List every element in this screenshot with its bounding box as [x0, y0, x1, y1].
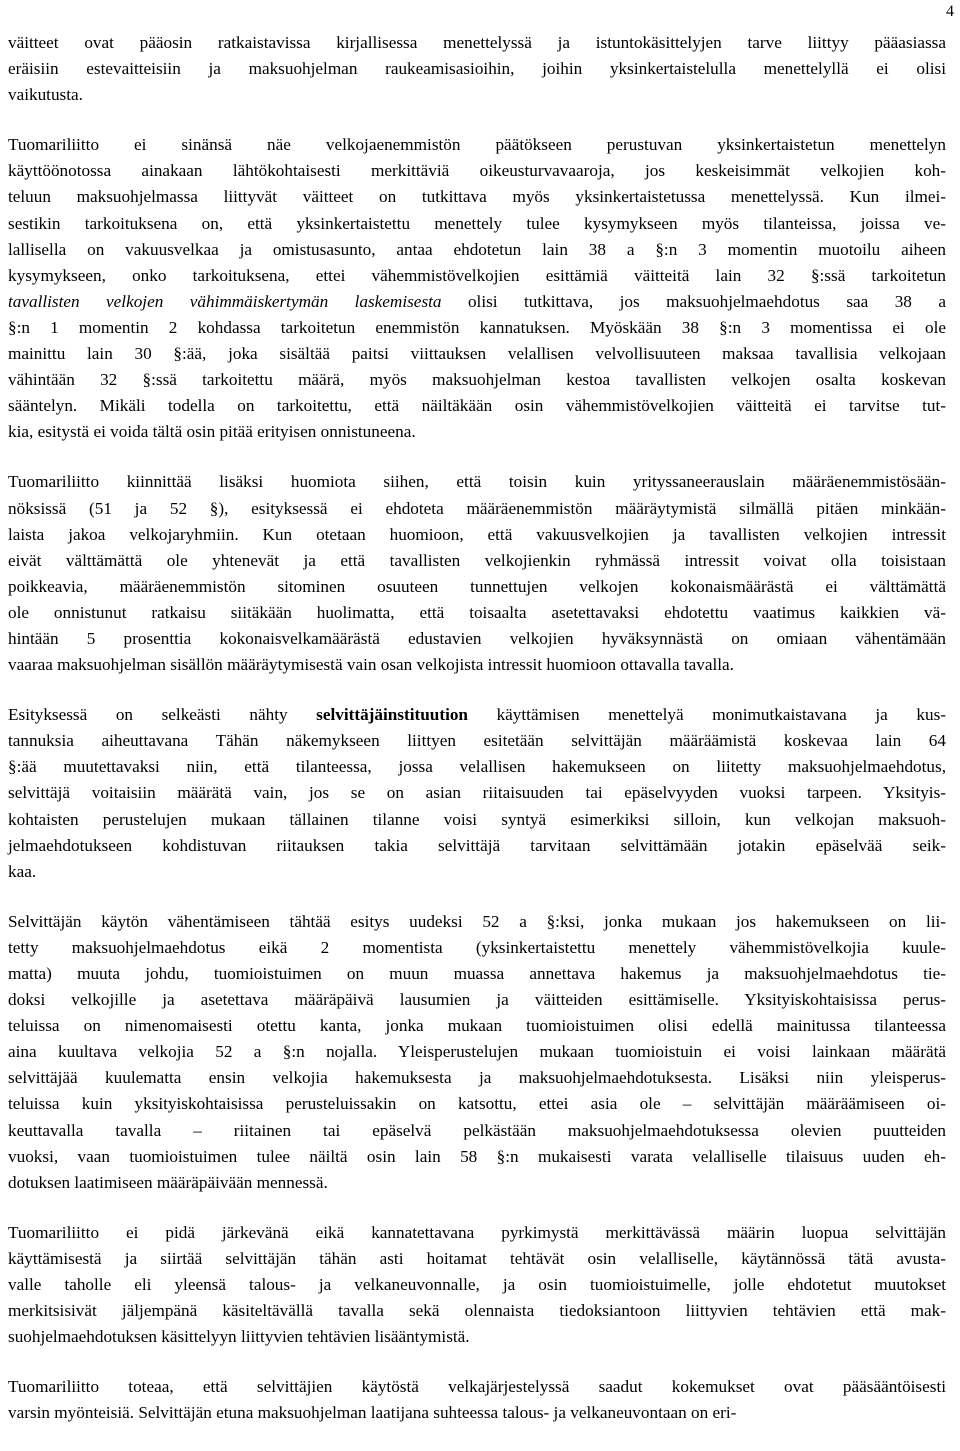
text-line	[8, 1220, 946, 1246]
text-line	[8, 1400, 946, 1426]
text-line	[8, 158, 946, 184]
text-segment: tannuksia aiheuttavana Tähän näkemykseen liittyen esitetään selvittäjän määräämistä koskevaa lain 64	[8, 731, 946, 751]
text-line	[8, 1170, 946, 1196]
text-line	[8, 469, 946, 495]
text-line	[8, 315, 946, 341]
text-segment: eivät välttämättä ole yhtenevät ja että tavallisten velkojienkin ryhmässä intressit voivat olla toisistaan	[8, 550, 946, 570]
text-segment: §:ää muutettavaksi niin, että tilanteessa, jossa velallisen hakemukseen on liitetty maksuohjelmaehdotus,	[8, 757, 946, 777]
text-line	[8, 833, 946, 859]
text-segment: Tuomariliitto toteaa, että selvittäjien käytöstä velkajärjestelyssä saadut kokemukset ovat pääsääntöisesti	[8, 1377, 946, 1397]
text-segment: varsin myönteisiä. Selvittäjän etuna maksuohjelman laatijana suhteessa talous- ja velkaneuvontaan on eri-	[8, 1403, 737, 1423]
text-segment: jelmaehdotukseen kohdistuvan riitauksen takia selvittäjä tarvitaan selvittämään jotakin epäselvää seik-	[8, 835, 946, 855]
text-segment: käyttöönotossa ainakaan lähtökohtaisesti merkittäviä oikeusturvavaaroja, jos keskeisimmät velkojien koh-	[8, 161, 946, 181]
text-line	[8, 1272, 946, 1298]
paragraph	[8, 132, 946, 445]
text-segment: käyttämisestä ja siirtää selvittäjän tähän asti hoitamat tehtävät osin velalliselle, käytännössä tätä avusta-	[8, 1248, 946, 1268]
text-line	[8, 652, 946, 678]
text-segment: kohtaisten perustelujen mukaan tällainen tilanne voisi syntyä esimerkiksi silloin, kun velkojan maksuoh-	[8, 809, 946, 829]
text-segment: tetty maksuohjelmaehdotus eikä 2 momentista (yksinkertaistettu menettely vähemmistövelkojia kuule-	[8, 937, 946, 957]
text-segment: doksi velkojille ja asetettava määräpäivä lausumien ja väitteiden esittämiselle. Yksityiskohtaisissa perus-	[8, 990, 946, 1010]
text-segment: selvittäjä voitaisiin määrätä vain, jos se on asian riitaisuuden tai epäselvyyden vuoksi tarpeen. Yksityis-	[8, 783, 946, 803]
text-segment: Tuomariliitto kiinnittää lisäksi huomiota siihen, että toisin kuin yrityssaneerauslain määräenemmistösään-	[8, 472, 946, 492]
text-segment: väitteet ovat pääosin ratkaistavissa kirjallisessa menettelyssä ja istuntokäsittelyjen tarve liittyy pääasiassa	[8, 33, 946, 52]
text-line	[8, 728, 946, 754]
text-line	[8, 496, 946, 522]
text-segment: käyttämisen menettelyä monimutkaistavana ja kus-	[468, 705, 946, 725]
text-segment: teluun maksuohjelmassa liittyvät väitteet on tutkittava myös yksinkertaistetussa menettelyssä. Kun ilmei-	[8, 187, 946, 207]
paragraph	[8, 909, 946, 1196]
italic-text: tavallisten velkojen vähimmäiskertymän laskemisesta	[8, 291, 442, 311]
text-segment: kia, esitystä ei voida tältä osin pitää erityisen onnistuneena.	[8, 422, 416, 442]
paragraph	[8, 1374, 946, 1426]
text-line	[8, 1324, 946, 1350]
text-line	[8, 56, 946, 82]
text-line	[8, 1065, 946, 1091]
text-line	[8, 1013, 946, 1039]
bold-text: selvittäjäinstituution	[316, 705, 468, 725]
text-segment: lallisella on vakuusvelkaa ja omistusasunto, antaa ehdotetun lain 38 a §:n 3 momentin muotoilu aiheen	[8, 239, 946, 259]
text-line	[8, 393, 946, 419]
text-line	[8, 935, 946, 961]
text-segment: sestikin tarkoituksena on, että yksinkertaistettu menettely tulee kysymykseen myös tilanteissa, joissa ve-	[8, 213, 946, 233]
text-line	[8, 289, 946, 315]
page-number: 4	[946, 3, 954, 20]
text-segment: hintään 5 prosenttia kokonaisvelkamäärästä edustavien velkojien hyväksynnästä on omiaan vähentämään	[8, 628, 946, 648]
text-line	[8, 341, 946, 367]
document-body	[8, 30, 946, 1451]
text-segment: nöksissä (51 ja 52 §), esityksessä ei ehdoteta määräenemmistön määräytymistä silmällä pitäen minkään-	[8, 498, 946, 518]
text-line	[8, 987, 946, 1013]
text-line	[8, 548, 946, 574]
text-segment: Tuomariliitto ei sinänsä näe velkojaenemmistön päätökseen perustuvan yksinkertaistetun menettelyn	[8, 135, 946, 155]
text-line	[8, 909, 946, 935]
text-line	[8, 702, 946, 728]
text-line	[8, 211, 946, 237]
text-line	[8, 859, 946, 885]
text-segment: kysymykseen, onko tarkoituksena, ettei vähemmistövelkojien esittämiä väitteitä lain 32 §:ssä tarkoitetun	[8, 265, 946, 285]
text-segment: dotuksen laatimiseen määräpäivään mennessä.	[8, 1172, 328, 1192]
paragraph	[8, 469, 946, 678]
text-line	[8, 419, 946, 445]
text-line	[8, 961, 946, 987]
text-segment: matta) muuta johdu, tuomioistuimen on muun muassa annettava hakemus ja maksuohjelmaehdotus tie-	[8, 964, 946, 983]
text-line	[8, 1246, 946, 1272]
text-line	[8, 780, 946, 806]
text-line	[8, 1039, 946, 1065]
text-line	[8, 807, 946, 833]
paragraph	[8, 30, 946, 108]
text-line	[8, 1091, 946, 1117]
text-segment: Esityksessä on selkeästi nähty	[8, 705, 317, 725]
text-line	[8, 600, 946, 626]
text-segment: vaikutusta.	[8, 85, 83, 105]
text-segment: sääntelyn. Mikäli todella on tarkoitettu, että näiltäkään osin vähemmistövelkojien väitteitä ei tarvitse tut-	[8, 396, 946, 416]
text-segment: merkitsisivät jäljempänä käsiteltävällä tavalla sekä olennaista tiedoksiantoon liittyvien tehtävien että mak-	[8, 1301, 946, 1321]
text-segment: teluissa kuin yksityiskohtaisissa perusteluissakin on katsottu, ettei asia ole – selvittäjän määräämiseen oi-	[8, 1094, 946, 1114]
text-segment: poikkeavia, määräenemmistön sitominen osuuteen tunnettujen velkojen kokonaismäärästä ei välttämättä	[8, 576, 946, 596]
text-line	[8, 1144, 946, 1170]
text-line	[8, 626, 946, 652]
text-segment: teluissa on nimenomaisesti otettu kanta, jonka mukaan tuomioistuimen olisi edellä mainitussa tilanteessa	[8, 1016, 946, 1036]
text-line	[8, 367, 946, 393]
text-segment: aina kuultava velkojia 52 a §:n nojalla. Yleisperustelujen mukaan tuomioistuin ei voisi lainkaan määrätä	[8, 1042, 946, 1062]
text-line	[8, 237, 946, 263]
text-segment: Selvittäjän käytön vähentämiseen tähtää esitys uudeksi 52 a §:ksi, jonka mukaan jos hakemukseen on lii-	[8, 911, 946, 931]
text-segment: §:n 1 momentin 2 kohdassa tarkoitetun enemmistön kannatuksen. Myöskään 38 §:n 3 momentissa ei ole	[8, 317, 946, 337]
text-segment: kaa.	[8, 861, 37, 881]
text-line	[8, 1374, 946, 1400]
text-line	[8, 82, 946, 108]
text-line	[8, 132, 946, 158]
text-line	[8, 1298, 946, 1324]
text-line	[8, 522, 946, 548]
text-segment: mainittu lain 30 §:ää, joka sisältää paitsi viittauksen velallisen velvollisuuteen maksaa tavallisia velkojaan	[8, 344, 946, 364]
text-line	[8, 184, 946, 210]
text-segment: vähintään 32 §:ssä tarkoitettu määrä, myös maksuohjelman kestoa tavallisten velkojen osalta koskevan	[8, 370, 946, 390]
text-segment: suohjelmaehdotuksen käsittelyyn liittyvien tehtävien lisääntymistä.	[8, 1327, 470, 1347]
text-segment: keuttavalla tavalla – riitainen tai epäselvä pelkästään maksuohjelmaehdotuksessa olevien puutteiden	[8, 1120, 946, 1140]
text-segment: olisi tutkittava, jos maksuohjelmaehdotus saa 38 a	[441, 291, 946, 311]
text-line	[8, 754, 946, 780]
text-segment: Tuomariliitto ei pidä järkevänä eikä kannatettavana pyrkimystä merkittävässä määrin luopua selvittäjän	[8, 1222, 946, 1242]
text-segment: vuoksi, vaan tuomioistuimen tulee näiltä osin lain 58 §:n mukaisesti varata velalliselle tilaisuus uuden eh-	[8, 1146, 946, 1166]
text-segment: eräisiin estevaitteisiin ja maksuohjelman raukeamisasioihin, joihin yksinkertaistelulla menettelyllä ei olisi	[8, 59, 946, 79]
text-segment: ole onnistunut ratkaisu siitäkään huolimatta, että toisaalta asetettavaksi ehdotettu vaatimus kaikkien vä-	[8, 602, 946, 622]
paragraph	[8, 1220, 946, 1350]
text-segment: laista jakoa velkojaryhmiin. Kun otetaan huomioon, että vakuusvelkojien ja tavallisten velkojien intressit	[8, 524, 946, 544]
text-line	[8, 1118, 946, 1144]
text-line	[8, 263, 946, 289]
text-line	[8, 30, 946, 56]
text-segment: vaaraa maksuohjelman sisällön määräytymisestä vain osan velkojista intressit huomioon ottavalla tavalla.	[8, 655, 734, 675]
text-segment: valle taholle eli yleensä talous- ja velkaneuvonnalle, ja osin tuomioistuimelle, jolle ehdotetut muutokset	[8, 1275, 946, 1295]
text-segment: selvittäjää kuulematta ensin velkojia hakemuksesta ja maksuohjelmaehdotuksesta. Lisäksi niin yleisperus-	[8, 1068, 946, 1088]
paragraph	[8, 702, 946, 885]
text-line	[8, 574, 946, 600]
